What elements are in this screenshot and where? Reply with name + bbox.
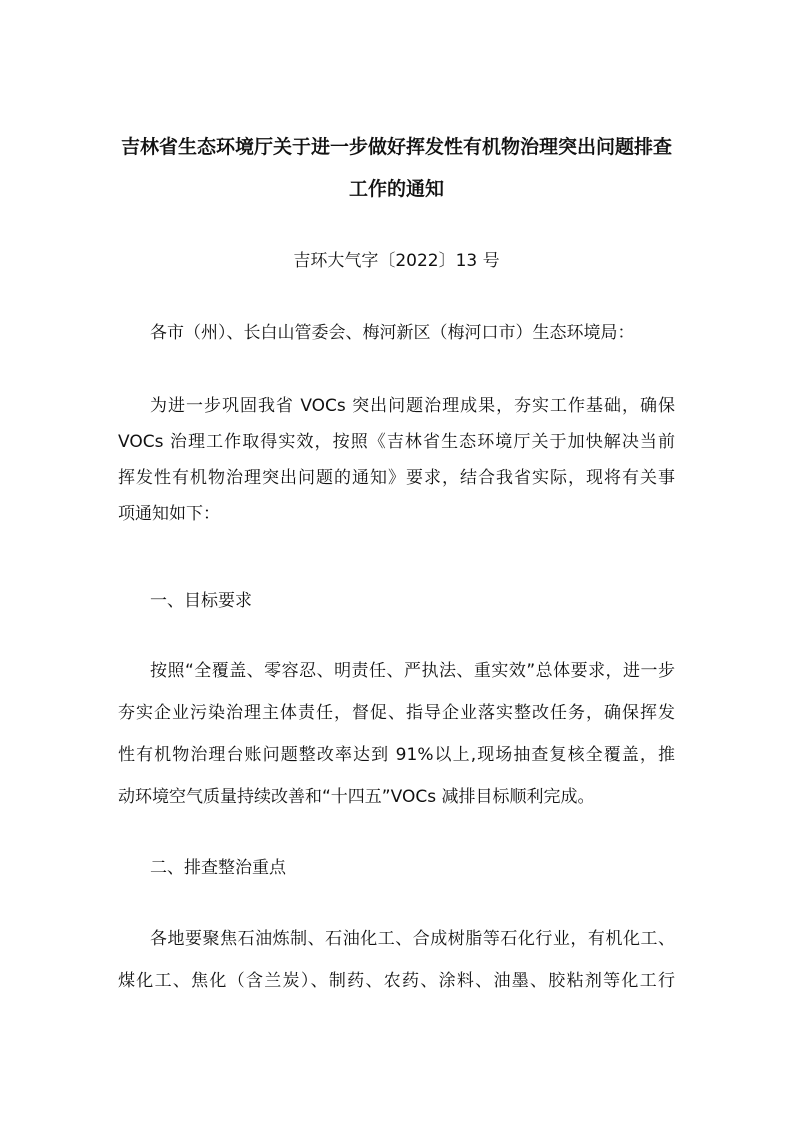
section-1-paragraph-line: 按照“全覆盖、零容忍、明责任、严执法、重实效”总体要求，进一步 [150,661,675,681]
section-2-paragraph-line: 各地要聚焦石油炼制、石油化工、合成树脂等石化行业，有机化工、 [150,929,675,949]
salutation: 各市（州）、长白山管委会、梅河新区（梅河口市）生态环境局： [150,323,635,343]
document-title-line-1: 吉林省生态环境厅关于进一步做好挥发性有机物治理突出问题排查 [120,136,672,158]
section-1-heading: 一、目标要求 [150,591,252,611]
section-1-paragraph-line: 性有机物治理台账问题整改率达到 91%以上,现场抽查复核全覆盖，推 [118,745,675,765]
document-number: 吉环大气字〔2022〕13 号 [293,251,500,271]
intro-paragraph-line: 挥发性有机物治理突出问题的通知》要求，结合我省实际，现将有关事 [118,468,675,488]
section-2-paragraph-line: 煤化工、焦化（含兰炭）、制药、农药、涂料、油墨、胶粘剂等化工行 [118,971,675,991]
intro-paragraph-line: 为进一步巩固我省 VOCs 突出问题治理成果，夯实工作基础，确保 [150,396,675,416]
section-1-paragraph-line: 夯实企业污染治理主体责任，督促、指导企业落实整改任务，确保挥发 [118,703,675,723]
document-title-line-2: 工作的通知 [348,178,444,200]
intro-paragraph-line: 项通知如下： [118,504,220,524]
section-1-paragraph-line: 动环境空气质量持续改善和“十四五”VOCs 减排目标顺利完成。 [118,787,595,807]
section-2-heading: 二、排查整治重点 [150,858,286,878]
intro-paragraph-line: VOCs 治理工作取得实效，按照《吉林省生态环境厅关于加快解决当前 [118,432,675,452]
